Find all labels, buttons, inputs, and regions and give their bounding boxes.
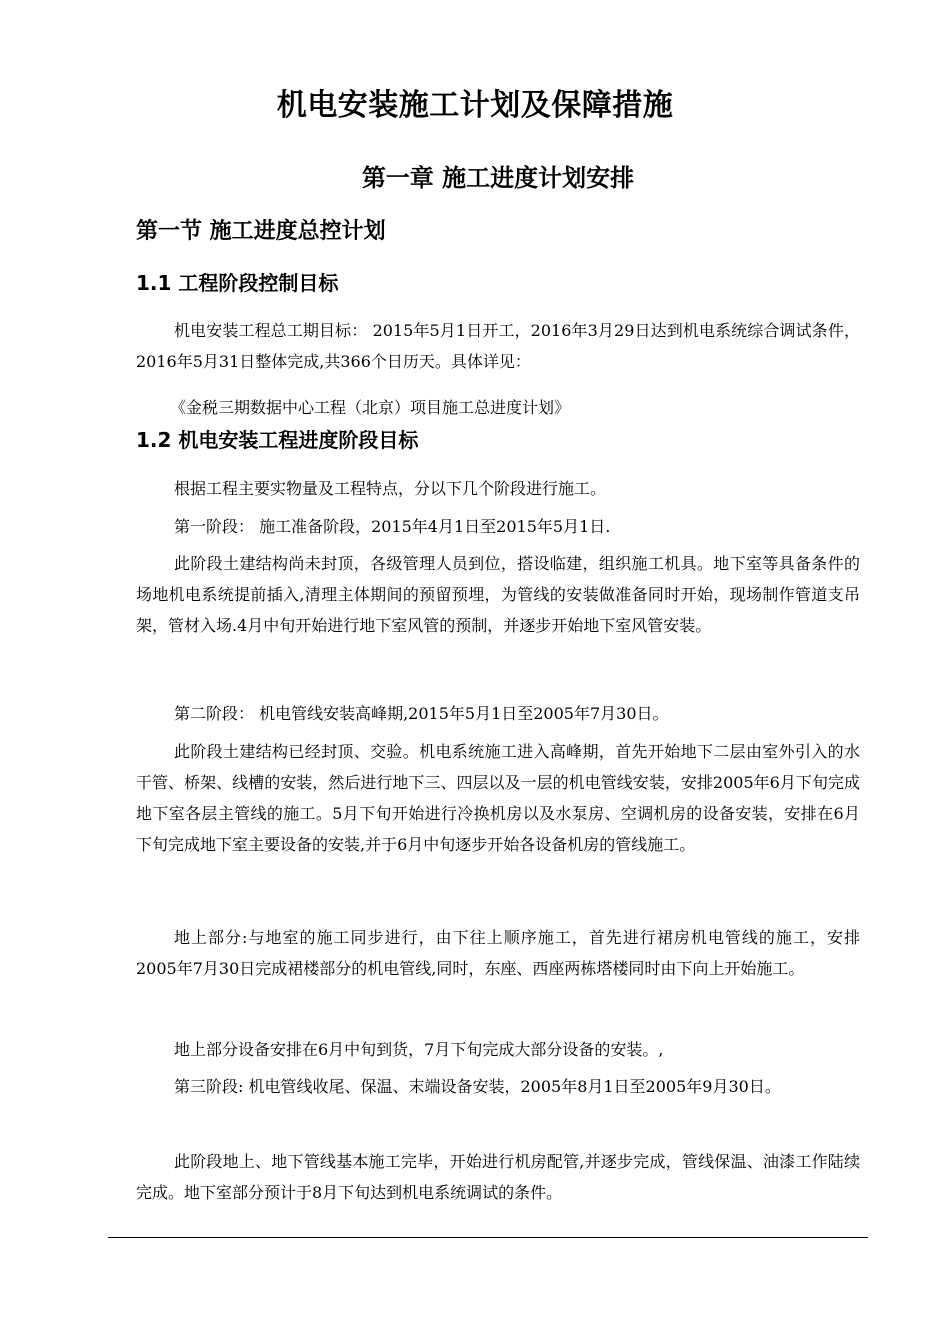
subsection-heading-1-1: 1.1 工程阶段控制目标 [136,271,339,295]
paragraph-phase-3-detail: 此阶段地上、地下管线基本施工完毕，开始进行机房配管,并逐步完成，管线保温、油漆工作陆续完成。地下室部分预计于8月下旬达到机电系统调试的条件。 [136,1152,860,1202]
footer-divider [108,1237,868,1238]
paragraph-phases-intro: 根据工程主要实物量及工程特点，分以下几个阶段进行施工。 [174,479,607,498]
paragraph-above-ground-equipment: 地上部分设备安排在6月中旬到货，7月下旬完成大部分设备的安装。, [174,1040,664,1059]
paragraph-phase-3: 第三阶段: 机电管线收尾、保温、末端设备安装，2005年8月1日至2005年9月30日。 [174,1077,781,1096]
chapter-heading: 第一章 施工进度计划安排 [361,164,635,192]
paragraph-schedule-reference: 《金税三期数据中心工程（北京）项目施工总进度计划》 [170,398,571,417]
document-title: 机电安装施工计划及保障措施 [276,88,674,123]
paragraph-phase-1-detail: 此阶段土建结构尚未封顶，各级管理人员到位，搭设临建，组织施工机具。地下室等具备条件的场地机电系统提前插入,清理主体期间的预留预埋，为管线的安装做准备同时开始，现场制作管道支吊架，管材入场.4月中旬开始进行地下室风管的预制，并逐步开始地下室风管安装。 [136,554,860,635]
section-heading: 第一节 施工进度总控计划 [136,219,386,244]
paragraph-phase-2: 第二阶段： 机电管线安装高峰期,2015年5月1日至2005年7月30日。 [174,704,669,723]
paragraph-above-ground: 地上部分:与地室的施工同步进行，由下往上顺序施工，首先进行裙房机电管线的施工，安排2005年7月30日完成裙楼部分的机电管线,同时，东座、西座两栋塔楼同时由下向上开始施工。 [136,928,860,978]
paragraph-phase-1: 第一阶段： 施工准备阶段，2015年4月1日至2015年5月1日. [174,517,611,536]
paragraph-phase-2-detail: 此阶段土建结构已经封顶、交验。机电系统施工进入高峰期，首先开始地下二层由室外引入的水干管、桥架、线槽的安装，然后进行地下三、四层以及一层的机电管线安装，安排2005年6月下旬完成地下室各层主管线的施工。5月下旬开始进行冷换机房以及水泵房、空调机房的设备安装，安排在6月下旬完成地下室主要设备的安装,并于6月中旬逐步开始各设备机房的管线施工。 [136,742,860,854]
subsection-heading-1-2: 1.2 机电安装工程进度阶段目标 [136,428,419,452]
paragraph-total-schedule: 机电安装工程总工期目标： 2015年5月1日开工，2016年3月29日达到机电系统综合调试条件，2016年5月31日整体完成,共366个日历天。具体详见： [136,321,860,371]
